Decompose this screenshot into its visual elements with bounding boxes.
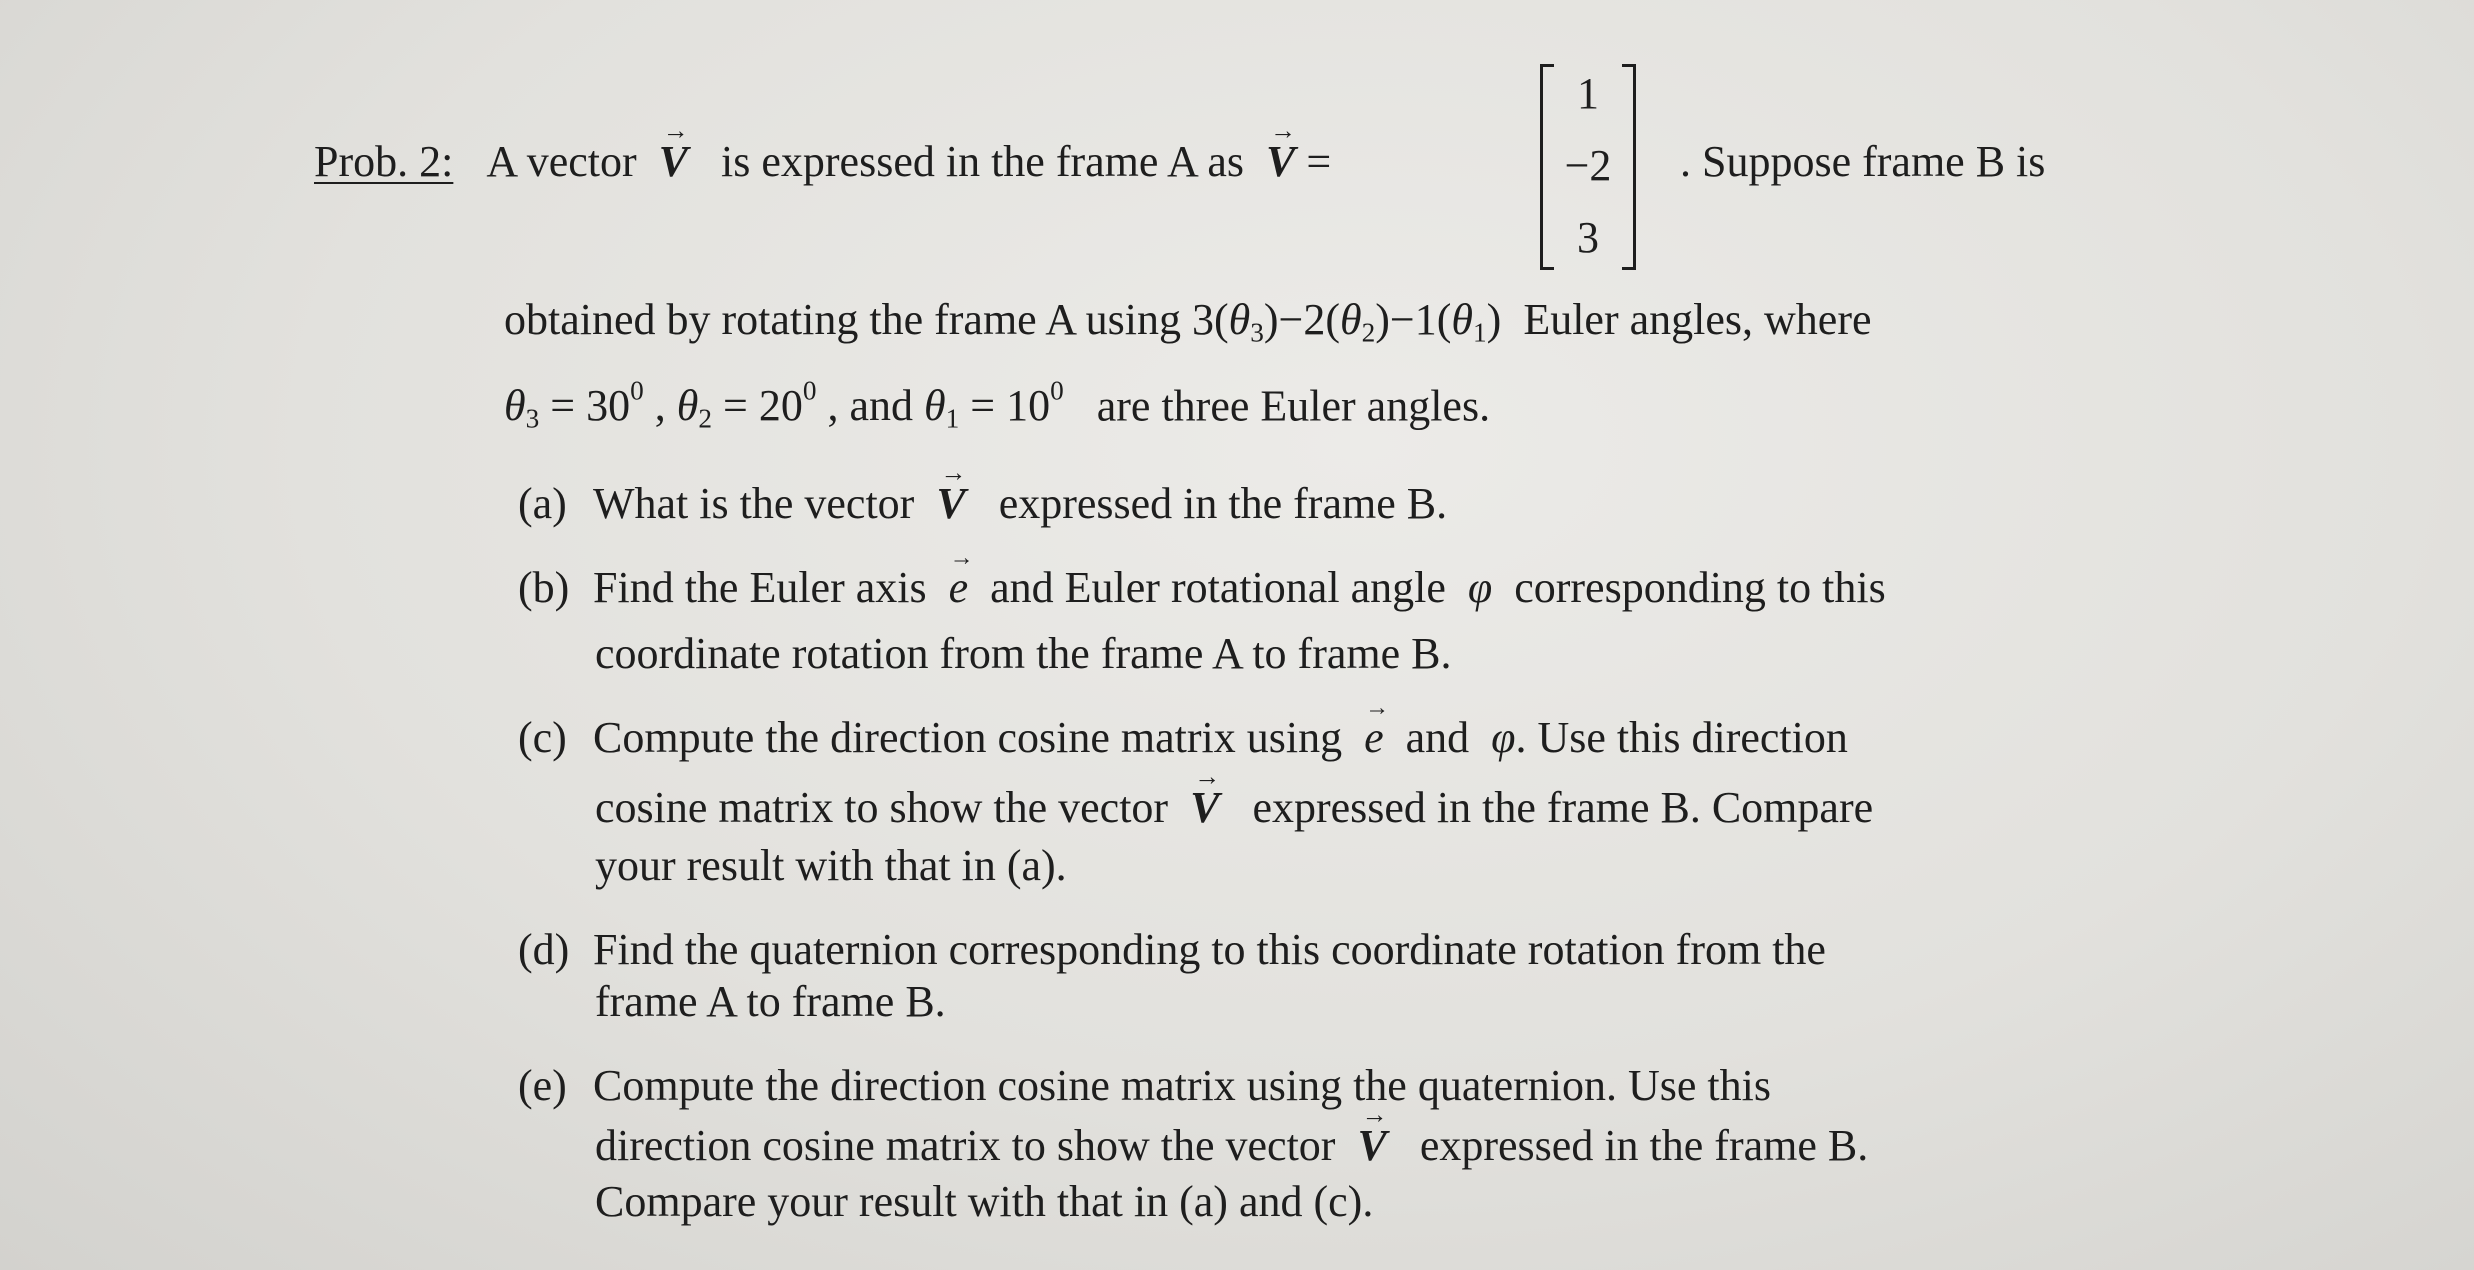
item-e: [518, 1061, 1771, 1110]
item-c-line-2-post: expressed in the frame B. Compare: [1252, 783, 1874, 832]
item-e-line-2-pre: direction cosine matrix to show the vector: [595, 1121, 1336, 1170]
angle-values: $\theta_3 = 30^0$ , $\theta_2 = 20^0$ , and $\theta_1 = 10^0$: [504, 376, 1064, 435]
item-c-text-3: . Use this direction: [1515, 713, 1848, 762]
intro-text-1: A vector: [486, 137, 637, 186]
item-c-line-3: your result with that in (a).: [595, 841, 1067, 890]
item-b-text-3: corresponding to this: [1514, 563, 1886, 612]
equals-sign: =: [1306, 137, 1332, 186]
euler-axis-symbol-c: → e: [1364, 716, 1384, 760]
item-c-line-2-pre: cosine matrix to show the vector: [595, 783, 1169, 832]
matrix-entry-1: 1: [1577, 69, 1599, 118]
item-c-text-1: Compute the direction cosine matrix using: [593, 713, 1343, 762]
line2-text-1: obtained by rotating the frame A using $3(\theta_3)-2(\theta_2)-1(\theta_1)$: [504, 295, 1502, 348]
line2-text-2: Euler angles, where: [1523, 295, 1872, 344]
item-d: [518, 925, 1826, 974]
item-b-text-2: and Euler rotational angle: [990, 563, 1446, 612]
phi-symbol-c: φ: [1491, 713, 1516, 762]
item-a-label: (a): [518, 479, 567, 528]
vector-v-symbol-e: → V: [1357, 1124, 1386, 1168]
suppose-text: . Suppose frame B is: [1680, 137, 2046, 186]
vector-v-symbol-2: → V: [1266, 140, 1295, 184]
vector-v-symbol-a: → V: [936, 482, 965, 526]
item-b: [518, 563, 1886, 612]
item-b-label: (b): [518, 563, 570, 612]
problem-line-2: [504, 295, 1872, 348]
item-d-label: (d): [518, 925, 570, 974]
item-b-text-1: Find the Euler axis: [593, 563, 927, 612]
item-c-label: (c): [518, 713, 567, 762]
item-e-line-2: [595, 1121, 1869, 1170]
item-a: [518, 479, 1448, 528]
line3-tail: are three Euler angles.: [1096, 381, 1491, 431]
vector-v-symbol: → V: [659, 140, 688, 184]
matrix-entry-3: 3: [1577, 213, 1599, 262]
item-a-text-2: expressed in the frame B.: [998, 479, 1448, 528]
item-e-text-1: Compute the direction cosine matrix using the quaternion. Use this: [593, 1061, 1771, 1110]
item-c-line-2: [595, 783, 1874, 832]
problem-line-1: [314, 137, 1332, 186]
item-c: [518, 713, 1848, 762]
vector-matrix: [1540, 64, 1636, 270]
item-e-label: (e): [518, 1061, 567, 1110]
problem-label: Prob. 2:: [314, 137, 454, 186]
matrix-entry-2: −2: [1564, 141, 1612, 190]
intro-text-2: is expressed in the frame A as: [721, 137, 1244, 186]
phi-symbol: φ: [1467, 563, 1493, 612]
item-b-line-2: coordinate rotation from the frame A to frame B.: [595, 629, 1452, 678]
item-c-text-2: and: [1405, 713, 1470, 762]
item-d-text-1: Find the quaternion corresponding to this coordinate rotation from the: [593, 925, 1826, 974]
problem-line-3: [504, 378, 1490, 433]
vector-v-symbol-c: → V: [1190, 786, 1219, 830]
item-e-line-3: Compare your result with that in (a) and (c).: [595, 1177, 1374, 1226]
euler-axis-symbol: → e: [949, 566, 969, 610]
item-a-text-1: What is the vector: [593, 479, 915, 528]
item-e-line-2-post: expressed in the frame B.: [1419, 1121, 1869, 1170]
item-d-line-2: frame A to frame B.: [595, 977, 946, 1026]
